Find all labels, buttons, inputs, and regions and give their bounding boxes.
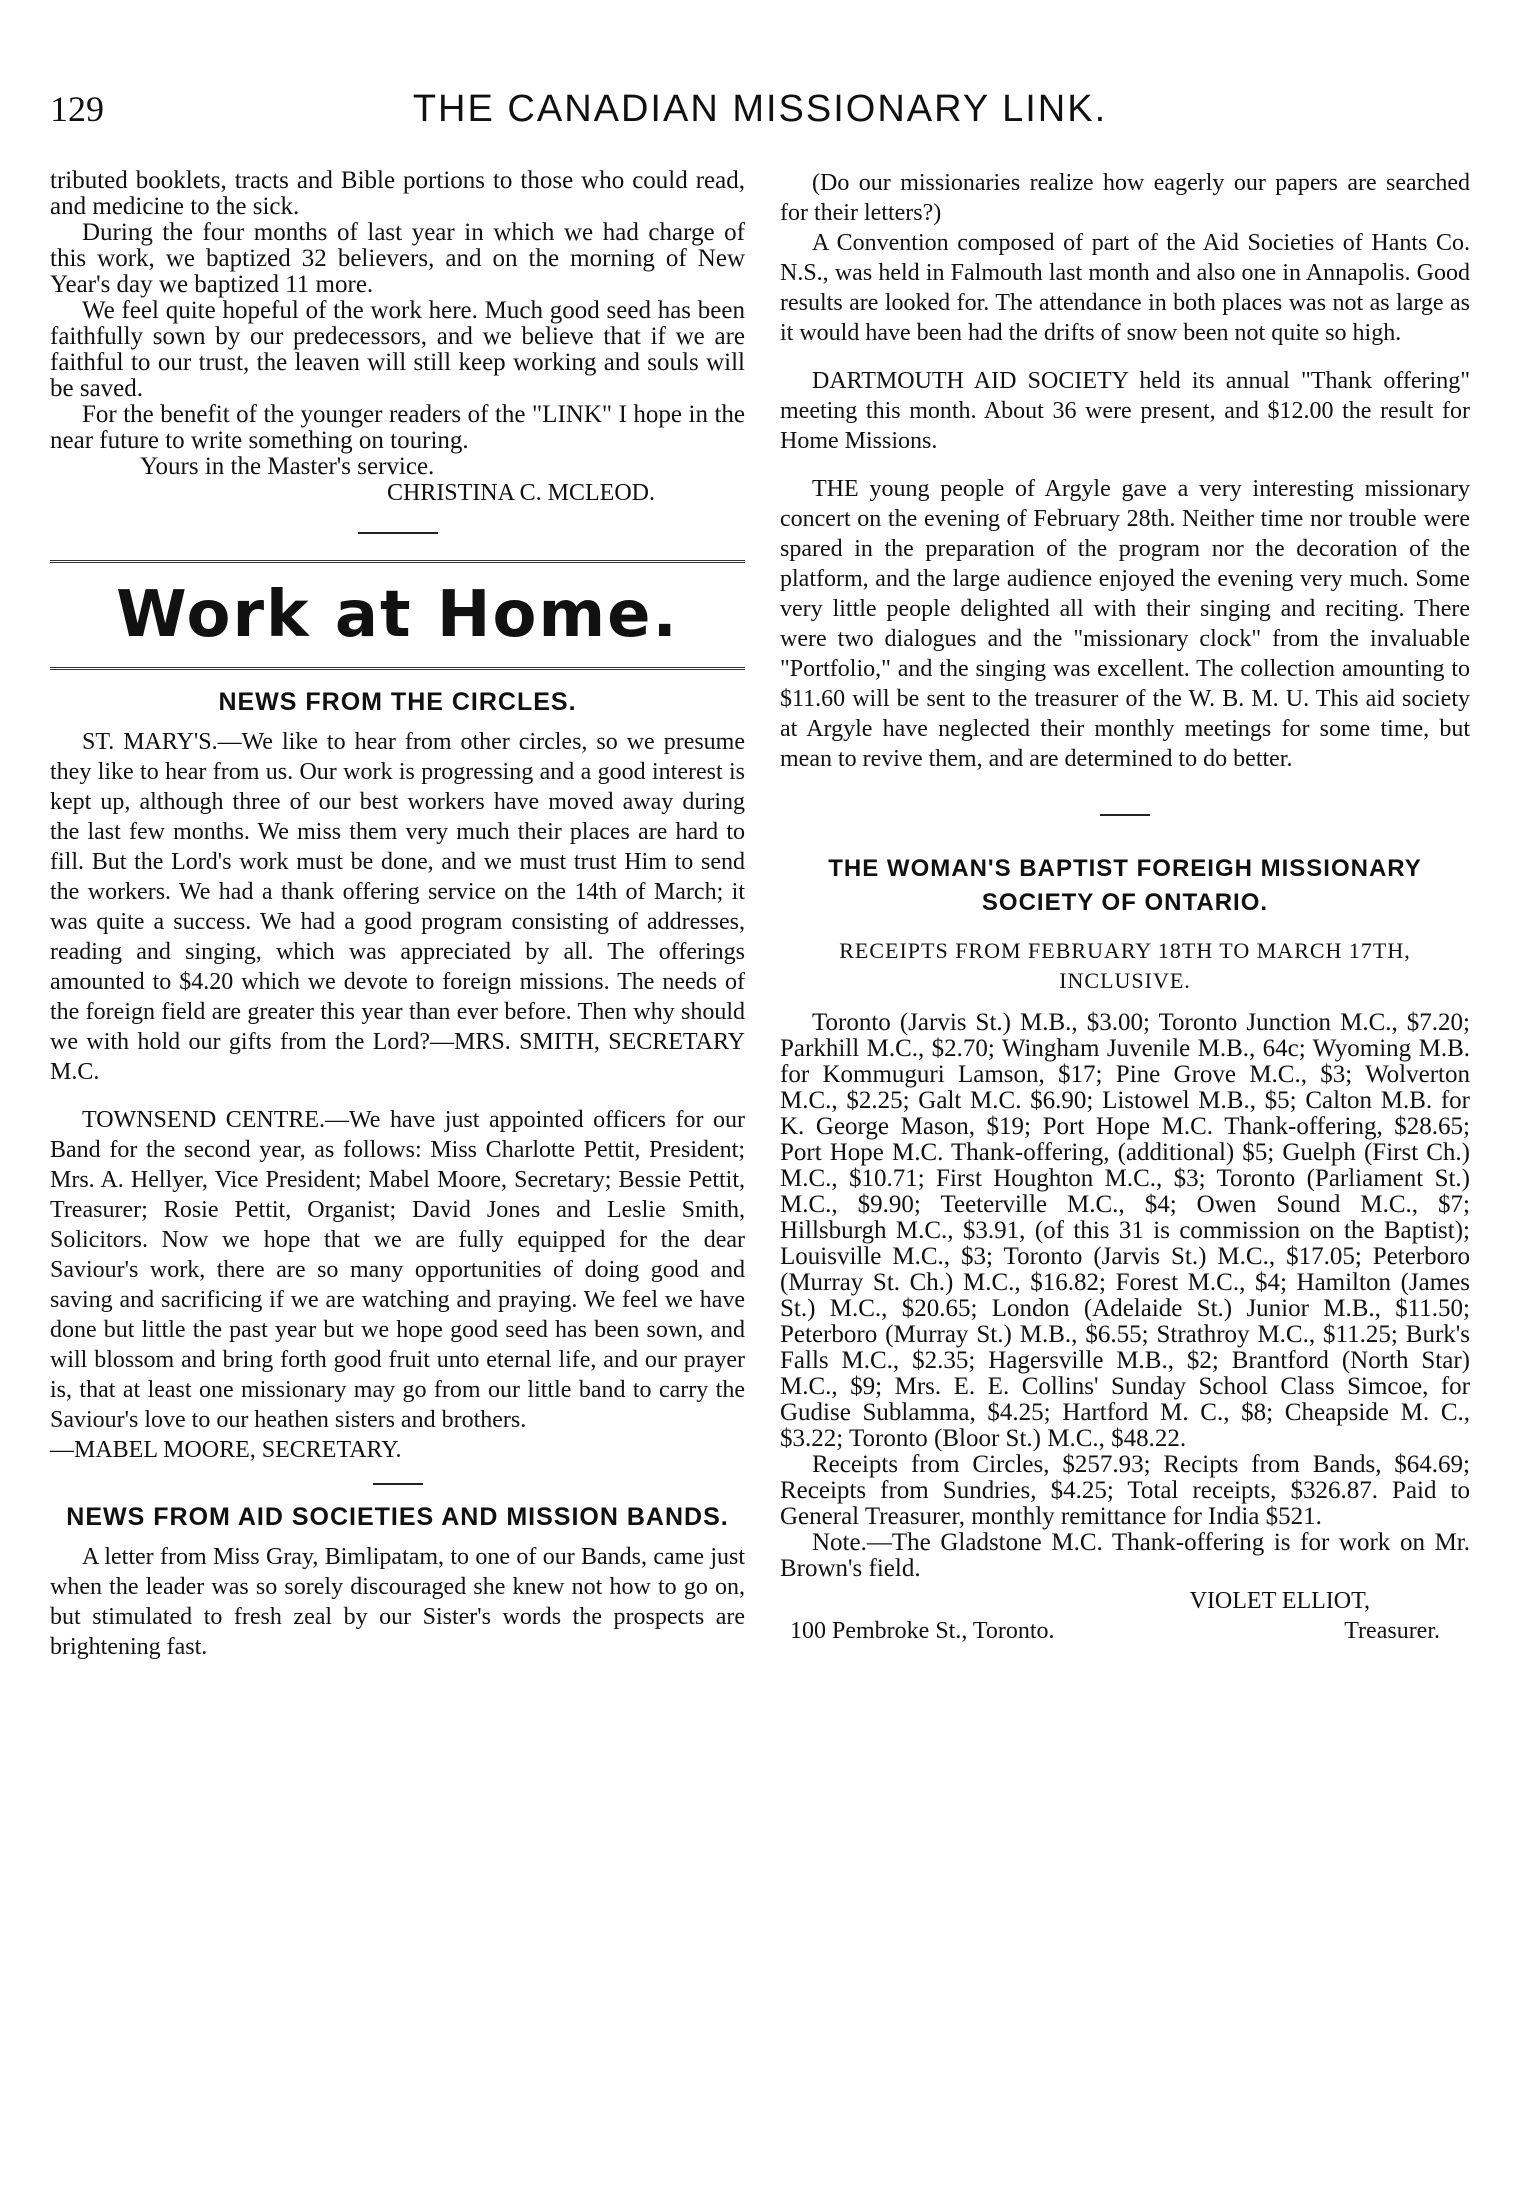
- intro-paragraph: We feel quite hopeful of the work here. Much good seed has been faithfully sown by our predecessors, and we believe that if we are faithful to our trust, the leaven will still keep working and souls will be saved.: [50, 297, 745, 402]
- society-heading: THE WOMAN'S BAPTIST FOREIGH MISSIONARY SOCIETY OF ONTARIO.: [828, 855, 1422, 916]
- right-column: [780, 168, 1470, 1648]
- st-marys-report: ST. MARY'S.—We like to hear from other circles, so we presume they like to hear from us. Our work is progressing and a good interest is kept up, although three of our best workers have moved away during the last few months. We miss them very much their places are hard to fill. But the Lord's work must be done, and we must trust Him to send the workers. We had a thank offering service on the 14th of March; it was quite a success. We had a good program consisting of addresses, reading and singing, which was appreciated by all. The offerings amounted to $4.20 which we devote to foreign missions. The needs of the foreign field are greater this year than ever before. Then why should we with hold our gifts from the Lord?—MRS. SMITH, SECRETARY M.C.: [50, 729, 745, 1085]
- receipts-totals: Receipts from Circles, $257.93; Recipts from Bands, $64.69; Receipts from Sundries, $4.25; Total receipts, $326.87. Paid to General Treasurer, monthly remittance for India $521.: [780, 1451, 1470, 1530]
- convention-report: A Convention composed of part of the Aid Societies of Hants Co. N.S., was held in Falmouth last month and also one in Annapolis. Good results are looked for. The attendance in both places was not as large as it would have been had the drifts of snow been not quite so high.: [780, 230, 1470, 346]
- treasurer-signature: [780, 1588, 1470, 1648]
- page-header: [50, 88, 1470, 138]
- treasurer-title: Treasurer.: [1344, 1618, 1440, 1644]
- left-column: [50, 168, 745, 1662]
- intro-paragraph: For the benefit of the younger readers of the "LINK" I hope in the near future to write something on touring.: [50, 401, 745, 454]
- circles-heading: NEWS FROM THE CIRCLES.: [218, 688, 577, 716]
- section-divider: [358, 532, 438, 534]
- treasurer-address: 100 Pembroke St., Toronto.: [790, 1618, 1055, 1644]
- section-banner: Work at Home.: [116, 578, 679, 652]
- receipts-list: Toronto (Jarvis St.) M.B., $3.00; Toronto Junction M.C., $7.20; Parkhill M.C., $2.70; Wingham Juvenile M.B., 64c; Wyoming M.B. for Kommuguri Lamson, $17; Pine Grove M.C., $3; Wolverton M.C., $2.25; Galt M.C. $6.90; Listowel M.B., $5; Calton M.B. for K. George Mason, $19; Port Hope M.C. Thank-offering, $28.65; Port Hope M.C. Thank-offering, (additional) $5; Guelph (First Ch.) M.C., $10.71; First Houghton M.C., $3; Toronto (Parliament St.) M.C., $9.90; Teeterville M.C., $4; Owen Sound M.C., $7; Hillsburgh M.C., $3.91, (of this 31 is commission on the Baptist); Louisville M.C., $3; Toronto (Jarvis St.) M.C., $17.05; Peterboro (Murray St. Ch.) M.C., $16.82; Forest M.C., $4; Hamilton (James St.) M.C., $20.65; London (Adelaide St.) Junior M.B., $11.50; Peterboro (Murray St.) M.B., $6.55; Strathroy M.C., $11.25; Burk's Falls M.C., $2.35; Hagersville M.B., $2; Brantford (North Star) M.C., $9; Mrs. E. E. Collins' Sunday School Class Simcoe, for Gudise Sublamma, $4.25; Hartford M. C., $8; Cheapside M. C., $3.22; Toronto (Bloor St.) M.C., $48.22.: [780, 1009, 1470, 1452]
- dartmouth-report: DARTMOUTH AID SOCIETY held its annual "Thank offering" meeting this month. About 36 were present, and $12.00 the result for Home Missions.: [780, 368, 1470, 454]
- page-number: 129: [50, 89, 104, 129]
- aid-societies-text: A letter from Miss Gray, Bimlipatam, to one of our Bands, came just when the leader was so sorely discouraged she knew not how to go on, but stimulated to fresh zeal by our Sister's words the prospects are brightening fast.: [50, 1544, 745, 1660]
- letter-closing: Yours in the Master's service.: [140, 453, 435, 480]
- section-divider: [1100, 814, 1150, 816]
- banner-rule-bottom: [50, 667, 745, 670]
- receipts-subheading: RECEIPTS FROM FEBRUARY 18TH TO MARCH 17TH, INCLUSIVE.: [839, 938, 1411, 993]
- missionaries-question: (Do our missionaries realize how eagerly our papers are searched for their letters?): [780, 170, 1470, 226]
- argyle-report: THE young people of Argyle gave a very interesting missionary concert on the evening of February 28th. Neither time nor trouble were spared in the preparation of the program nor the decoration of the platform, and the large audience enjoyed the evening very much. Some very little people delighted all with their singing and reciting. There were two dialogues and the "missionary clock" from the invaluable "Portfolio," and the singing was excellent. The collection amounting to $11.60 will be sent to the treasurer of the W. B. M. U. This aid society at Argyle have neglected their monthly meetings for some time, but mean to revive them, and are determined to do better.: [780, 476, 1470, 772]
- intro-paragraph: During the four months of last year in which we had charge of this work, we baptized 32 believers, and on the morning of New Year's day we baptized 11 more.: [50, 219, 745, 298]
- section-divider: [373, 1483, 423, 1485]
- townsend-report: TOWNSEND CENTRE.—We have just appointed officers for our Band for the second year, as follows: Miss Charlotte Pettit, President; Mrs. A. Hellyer, Vice President; Mabel Moore, Secretary; Bessie Pettit, Treasurer; Rosie Pettit, Organist; David Jones and Leslie Smith, Solicitors. Now we hope that we are fully equipped for the dear Saviour's work, there are so many opportunities of doing good and saving and sacrificing if we are watching and praying. We feel we have done but little the past year but we hope good seed has been sown, and will blossom and bring forth good fruit unto eternal life, and our prayer is, that at least one missionary may go from our little band to carry the Saviour's love to our heathen sisters and brothers.: [50, 1107, 745, 1433]
- journal-title: THE CANADIAN MISSIONARY LINK.: [412, 88, 1108, 130]
- intro-paragraph: tributed booklets, tracts and Bible portions to those who could read, and medicine to the sick.: [50, 167, 745, 220]
- letter-signature: CHRISTINA C. MCLEOD.: [386, 480, 655, 506]
- townsend-signature: —MABEL MOORE, SECRETARY.: [50, 1437, 402, 1463]
- gladstone-note: Note.—The Gladstone M.C. Thank-offering is for work on Mr. Brown's field.: [780, 1529, 1470, 1582]
- banner-rule-top: [50, 560, 745, 563]
- treasurer-name: VIOLET ELLIOT,: [1189, 1588, 1370, 1614]
- aid-societies-heading: NEWS FROM AID SOCIETIES AND MISSION BANDS.: [66, 1503, 729, 1531]
